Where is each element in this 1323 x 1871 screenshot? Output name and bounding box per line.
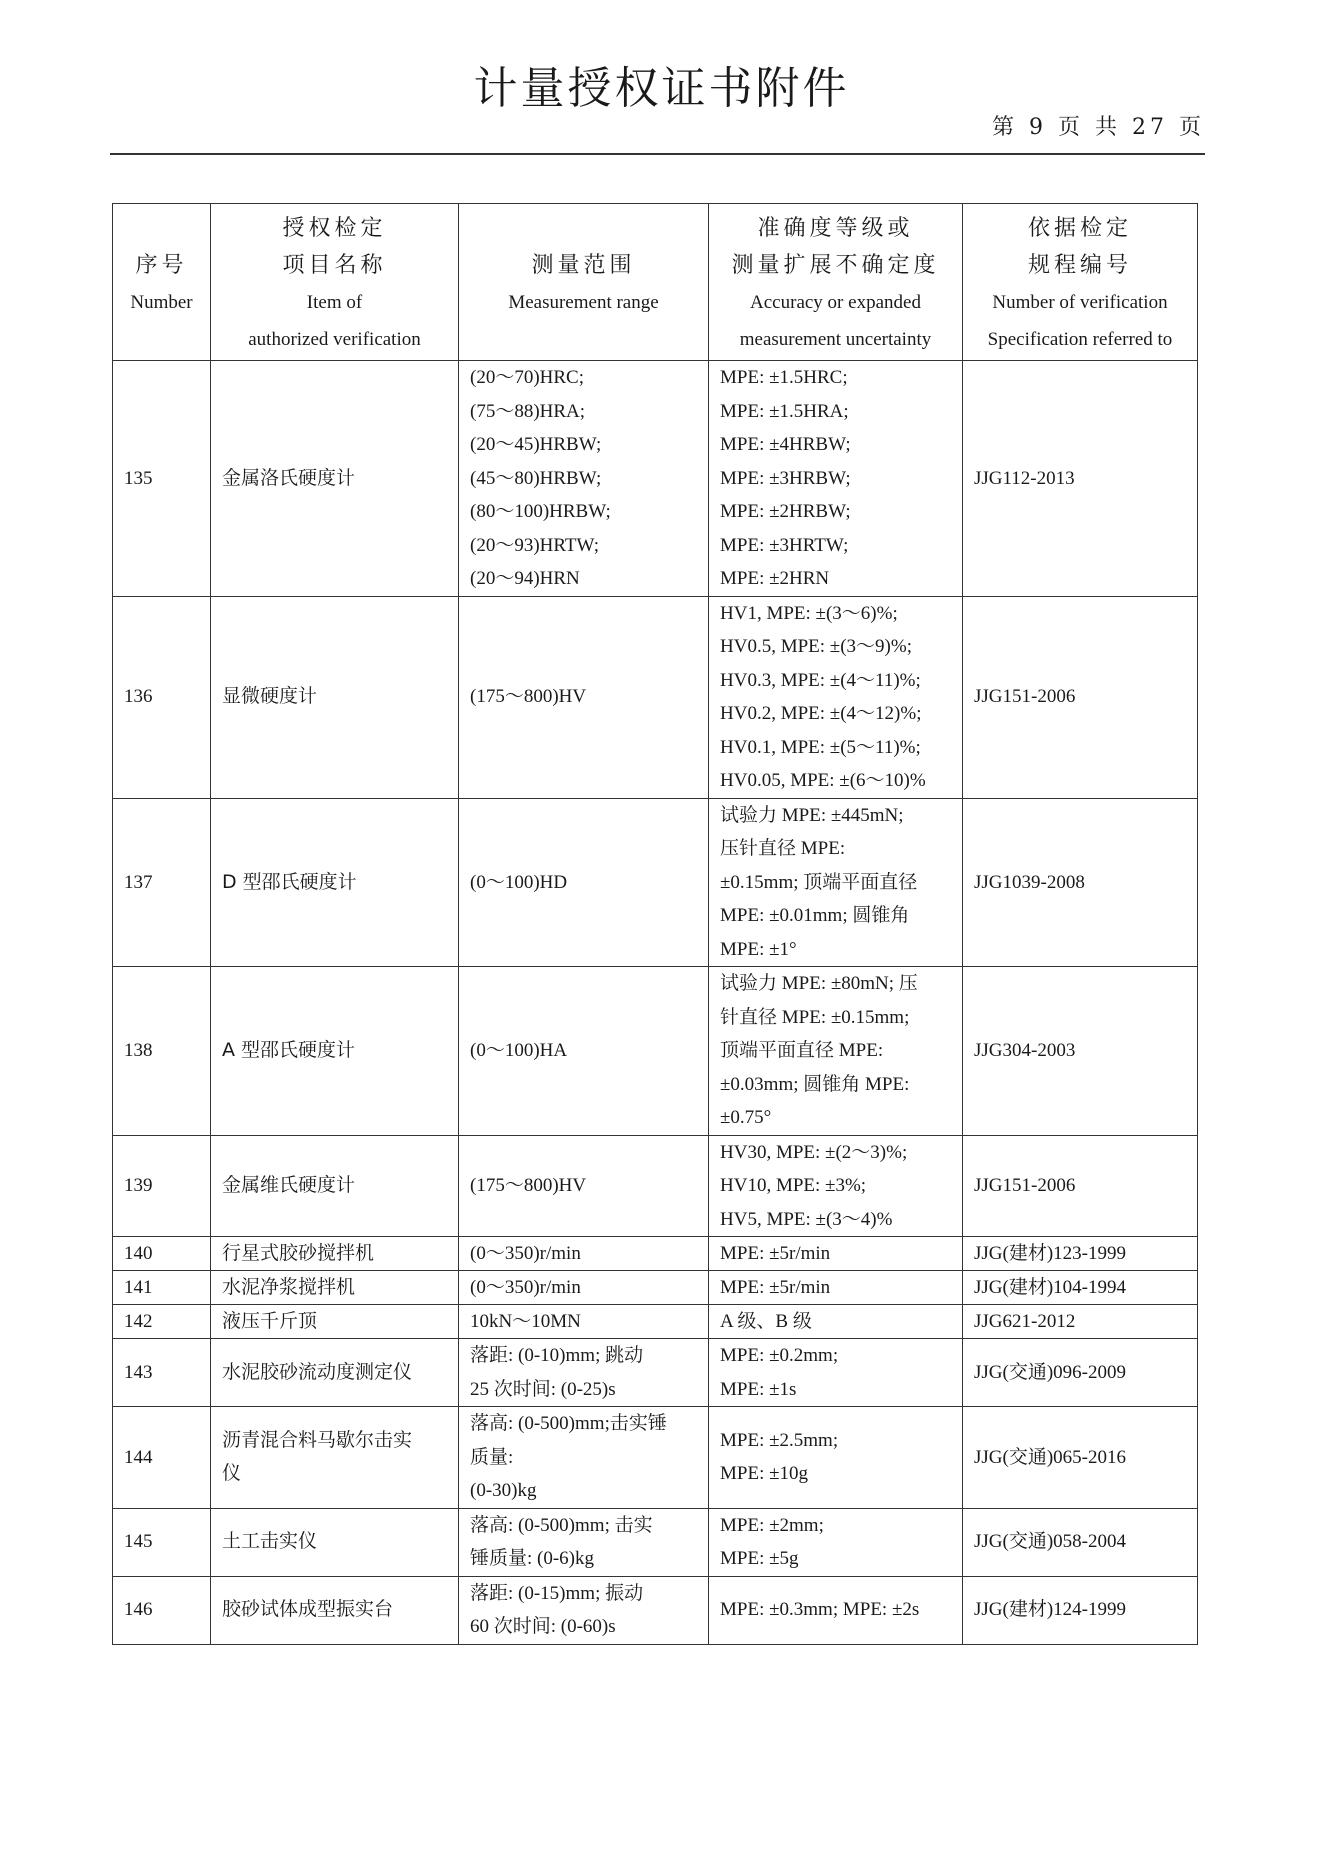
cell-specification: JJG621-2012 [963, 1305, 1198, 1339]
table-row [113, 596, 1198, 798]
cell-accuracy-line: ±0.03mm; 圆锥角 MPE: [720, 1073, 910, 1095]
cell-item-name [211, 1508, 459, 1576]
cell-accuracy-line: HV0.1, MPE: ±(5～11)%; [720, 736, 921, 758]
cell-item-name [211, 596, 459, 798]
cell-item-name [211, 1237, 459, 1271]
cell-number: 135 [113, 361, 211, 597]
cell-accuracy-line: 试验力 MPE: ±445mN; [720, 804, 904, 826]
header-en-line: Number of verification [992, 292, 1168, 313]
cell-specification: JJG(交通)096-2009 [963, 1339, 1198, 1407]
cell-accuracy-line: MPE: ±2mm; [720, 1514, 824, 1536]
cell-item-name [211, 1339, 459, 1407]
cell-measurement-range [459, 361, 709, 597]
header-zh-line: 序号 [135, 253, 188, 278]
cell-item-name [211, 361, 459, 597]
cell-measurement-range [459, 596, 709, 798]
cell-item-name-line: 行星式胶砂搅拌机 [222, 1242, 375, 1264]
cell-number: 138 [113, 967, 211, 1136]
cell-item-name [211, 1407, 459, 1509]
cell-measurement-range-line: (80～100)HRBW; [470, 501, 611, 522]
header-en-line: authorized verification [248, 329, 421, 350]
cell-accuracy [709, 1339, 963, 1407]
cell-accuracy-line: MPE: ±1s [720, 1378, 797, 1400]
cell-specification: JJG(交通)065-2016 [963, 1407, 1198, 1509]
cell-accuracy-line: ±0.75° [720, 1107, 772, 1128]
table-row [113, 1237, 1198, 1271]
cell-measurement-range [459, 798, 709, 967]
cell-specification: JJG(交通)058-2004 [963, 1508, 1198, 1576]
cell-measurement-range [459, 1237, 709, 1271]
cell-accuracy [709, 1271, 963, 1305]
cell-number: 140 [113, 1237, 211, 1271]
cell-measurement-range-line: (0～350)r/min [470, 1243, 581, 1264]
cell-accuracy [709, 1305, 963, 1339]
header-zh-line: 授权检定 [282, 216, 387, 241]
cell-accuracy-line: MPE: ±5r/min [720, 1277, 831, 1298]
cell-specification: JJG151-2006 [963, 596, 1198, 798]
cell-item-name-line: 金属洛氏硬度计 [222, 466, 356, 489]
header-en-line: Specification referred to [987, 329, 1173, 350]
cell-accuracy [709, 967, 963, 1136]
cell-measurement-range-line: (20～94)HRN [470, 568, 580, 589]
header-accuracy [709, 204, 963, 361]
cell-measurement-range [459, 1339, 709, 1407]
header-en-line: Measurement range [508, 292, 659, 313]
cell-item-name [211, 1271, 459, 1305]
table-row [113, 1135, 1198, 1237]
cell-measurement-range [459, 1271, 709, 1305]
cell-measurement-range-line: (175～800)HV [470, 1175, 587, 1196]
cell-measurement-range [459, 1407, 709, 1509]
cell-item-name-line: 水泥净浆搅拌机 [222, 1276, 356, 1298]
cell-accuracy-line: MPE: ±1.5HRA; [720, 400, 849, 422]
cell-specification: JJG112-2013 [963, 361, 1198, 597]
cell-accuracy [709, 798, 963, 967]
cell-measurement-range [459, 1576, 709, 1644]
cell-measurement-range-line: 60 次时间: (0-60)s [470, 1616, 616, 1637]
table-header-row [113, 204, 1198, 361]
cell-accuracy-line: MPE: ±0.3mm; MPE: ±2s [720, 1599, 920, 1621]
cell-accuracy-line: HV0.05, MPE: ±(6～10)% [720, 770, 926, 791]
cell-accuracy-line: HV0.3, MPE: ±(4～11)%; [720, 669, 921, 691]
cell-item-name-line: 金属维氏硬度计 [222, 1174, 356, 1196]
header-zh-line: 测量扩展不确定度 [731, 253, 940, 278]
cell-measurement-range-line: 25 次时间: (0-25)s [470, 1378, 616, 1400]
cell-item-name [211, 1135, 459, 1237]
cell-item-name-line: 沥青混合料马歇尔击实 [222, 1428, 413, 1451]
cell-number: 145 [113, 1508, 211, 1576]
cell-measurement-range-line: (0-30)kg [470, 1480, 537, 1501]
cell-accuracy [709, 596, 963, 798]
header-en-line: Item of [306, 292, 363, 313]
cell-accuracy-line: 顶端平面直径 MPE: [720, 1040, 884, 1061]
table-row [113, 1508, 1198, 1576]
cell-accuracy-line: MPE: ±4HRBW; [720, 434, 851, 455]
cell-item-name-line: 仪 [222, 1462, 242, 1485]
cell-specification: JJG(建材)124-1999 [963, 1576, 1198, 1644]
cell-accuracy [709, 1135, 963, 1237]
table-row [113, 1339, 1198, 1407]
cell-measurement-range-line: (175～800)HV [470, 686, 587, 708]
cell-accuracy-line: HV10, MPE: ±3%; [720, 1175, 867, 1196]
cell-item-name-line: D 型邵氏硬度计 [222, 870, 357, 893]
cell-number: 142 [113, 1305, 211, 1339]
cell-measurement-range [459, 1305, 709, 1339]
cell-measurement-range-line: 落距: (0-10)mm; 跳动 [470, 1345, 644, 1366]
cell-accuracy-line: 针直径 MPE: ±0.15mm; [720, 1006, 910, 1028]
cell-accuracy-line: MPE: ±2HRN [720, 568, 830, 589]
cell-accuracy-line: MPE: ±1° [720, 938, 797, 960]
cell-measurement-range [459, 967, 709, 1136]
cell-measurement-range-line: (45～80)HRBW; [470, 467, 602, 489]
cell-accuracy-line: MPE: ±3HRTW; [720, 534, 849, 556]
cell-accuracy-line: ±0.15mm; 顶端平面直径 [720, 871, 918, 893]
cell-specification: JJG(建材)123-1999 [963, 1237, 1198, 1271]
cell-measurement-range-line: 锤质量: (0-6)kg [470, 1548, 595, 1569]
cell-specification: JJG(建材)104-1994 [963, 1271, 1198, 1305]
cell-accuracy-line: MPE: ±1.5HRC; [720, 367, 848, 388]
document-title: 计量授权证书附件 [473, 63, 850, 114]
cell-item-name [211, 967, 459, 1136]
cell-measurement-range [459, 1508, 709, 1576]
cell-measurement-range-line: (20～70)HRC; [470, 367, 585, 388]
header-zh-line: 测量范围 [531, 253, 636, 278]
cell-measurement-range-line: (20～93)HRTW; [470, 534, 600, 556]
cell-accuracy [709, 1237, 963, 1271]
cell-accuracy-line: HV30, MPE: ±(2～3)%; [720, 1141, 908, 1163]
cell-measurement-range-line: 落高: (0-500)mm; 击实 [470, 1514, 653, 1536]
cell-number: 136 [113, 596, 211, 798]
cell-measurement-range-line: 10kN～10MN [470, 1311, 581, 1332]
header-range [459, 204, 709, 361]
cell-measurement-range-line: 落距: (0-15)mm; 振动 [470, 1582, 644, 1604]
header-divider [110, 153, 1205, 155]
cell-accuracy-line: MPE: ±3HRBW; [720, 467, 851, 489]
cell-item-name-line: 水泥胶砂流动度测定仪 [222, 1360, 413, 1383]
cell-number: 146 [113, 1576, 211, 1644]
cell-accuracy-line: MPE: ±0.2mm; [720, 1345, 839, 1366]
header-number [113, 204, 211, 361]
cell-number: 141 [113, 1271, 211, 1305]
cell-accuracy-line: MPE: ±10g [720, 1463, 809, 1485]
cell-specification: JJG1039-2008 [963, 798, 1198, 967]
cell-item-name-line: A 型邵氏硬度计 [222, 1039, 356, 1061]
header-zh-line: 规程编号 [1027, 253, 1132, 278]
cell-measurement-range-line: (0～100)HD [470, 871, 568, 893]
cell-accuracy [709, 1508, 963, 1576]
cell-measurement-range-line: 质量: [470, 1446, 514, 1468]
authorization-table [112, 203, 1198, 1645]
cell-accuracy-line: 试验力 MPE: ±80mN; 压 [720, 973, 918, 994]
cell-accuracy-line: 压针直径 MPE: [720, 838, 846, 859]
cell-number: 143 [113, 1339, 211, 1407]
cell-measurement-range-line: (75～88)HRA; [470, 400, 586, 422]
table-body [113, 361, 1198, 1645]
cell-item-name-line: 胶砂试体成型振实台 [222, 1598, 394, 1621]
cell-accuracy-line: MPE: ±2.5mm; [720, 1429, 839, 1451]
page-indicator: 第 9 页 共 27 页 [992, 115, 1205, 140]
cell-item-name-line: 液压千斤顶 [222, 1310, 318, 1332]
header-en-line: Accuracy or expanded [750, 292, 921, 313]
cell-number: 139 [113, 1135, 211, 1237]
cell-accuracy-line: HV1, MPE: ±(3～6)%; [720, 602, 898, 624]
cell-specification: JJG151-2006 [963, 1135, 1198, 1237]
cell-item-name [211, 798, 459, 967]
cell-accuracy-line: HV0.2, MPE: ±(4～12)%; [720, 703, 922, 724]
cell-item-name [211, 1305, 459, 1339]
cell-number: 137 [113, 798, 211, 967]
cell-accuracy-line: MPE: ±0.01mm; 圆锥角 [720, 905, 910, 926]
cell-item-name-line: 显微硬度计 [222, 685, 318, 708]
cell-item-name [211, 1576, 459, 1644]
cell-measurement-range [459, 1135, 709, 1237]
cell-measurement-range-line: (0～100)HA [470, 1040, 568, 1061]
cell-accuracy-line: MPE: ±5r/min [720, 1243, 831, 1264]
cell-measurement-range-line: 落高: (0-500)mm;击实锤 [470, 1413, 667, 1434]
header-en-line: measurement uncertainty [739, 329, 932, 350]
header-spec [963, 204, 1198, 361]
table-row [113, 1576, 1198, 1644]
table-row [113, 798, 1198, 967]
cell-number: 144 [113, 1407, 211, 1509]
header-item [211, 204, 459, 361]
cell-accuracy [709, 361, 963, 597]
header-zh-line: 依据检定 [1027, 216, 1132, 241]
header-en-line: Number [130, 292, 193, 313]
table-row [113, 1407, 1198, 1509]
cell-accuracy-line: A 级、B 级 [720, 1311, 812, 1332]
table-row [113, 361, 1198, 597]
table-row [113, 1305, 1198, 1339]
table-row [113, 1271, 1198, 1305]
cell-accuracy-line: MPE: ±2HRBW; [720, 501, 851, 522]
table-row [113, 967, 1198, 1136]
cell-specification: JJG304-2003 [963, 967, 1198, 1136]
cell-measurement-range-line: (0～350)r/min [470, 1277, 581, 1298]
cell-measurement-range-line: (20～45)HRBW; [470, 434, 602, 455]
cell-accuracy-line: HV5, MPE: ±(3～4)% [720, 1208, 893, 1230]
cell-accuracy [709, 1576, 963, 1644]
header-zh-line: 项目名称 [282, 253, 387, 278]
cell-accuracy-line: MPE: ±5g [720, 1548, 799, 1569]
cell-accuracy [709, 1407, 963, 1509]
header-zh-line: 准确度等级或 [757, 216, 914, 241]
cell-item-name-line: 土工击实仪 [222, 1530, 318, 1553]
cell-accuracy-line: HV0.5, MPE: ±(3～9)%; [720, 636, 912, 657]
